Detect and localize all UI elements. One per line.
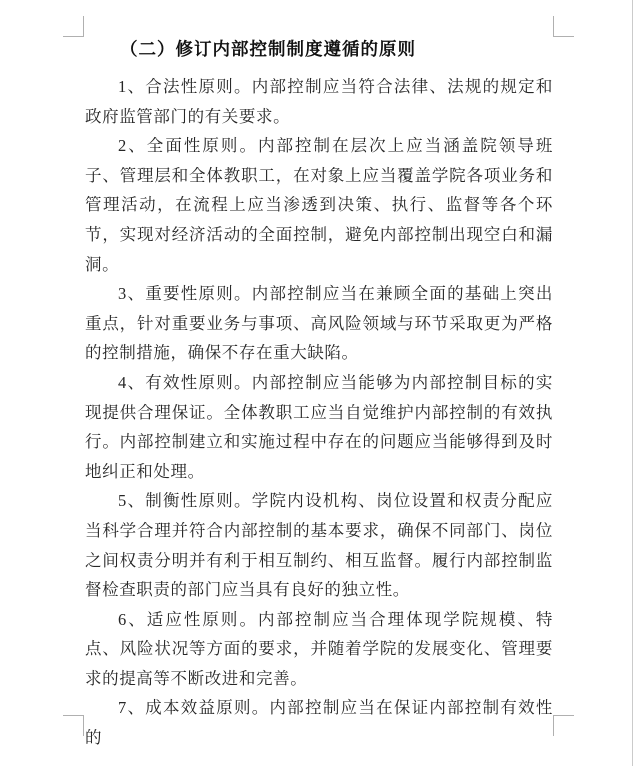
section-heading: （二）修订内部控制制度遵循的原则 (120, 39, 416, 59)
text-boundary-mark-bottom-right (553, 715, 574, 736)
paragraph-checks-and-balances-principle: 5、制衡性原则。学院内设机构、岗位设置和权责分配应当科学合理并符合内部控制的基本要求，确保不同部门、岗位之间权责分明并有利于相互制约、相互监督。履行内部控制监督检查职责的部门应当具有良好的独立性。 (85, 491, 553, 600)
document-content (85, 34, 553, 753)
paragraph-importance-principle: 3、重要性原则。内部控制应当在兼顾全面的基础上突出重点，针对重要业务与事项、高风险领域与环节采取更为严格的控制措施，确保不存在重大缺陷。 (85, 284, 553, 363)
text-boundary-mark-bottom-left (63, 715, 84, 736)
text-boundary-mark-top-left (63, 16, 84, 37)
paragraph-legality-principle: 1、合法性原则。内部控制应当符合法律、法规的规定和政府监管部门的有关要求。 (85, 77, 553, 126)
text-boundary-mark-top-right (553, 16, 574, 37)
paragraph-comprehensiveness-principle: 2、全面性原则。内部控制在层次上应当涵盖院领导班子、管理层和全体教职工，在对象上应当覆盖学院各项业务和管理活动，在流程上应当渗透到决策、执行、监督等各个环节，实现对经济活动的全面控制，避免内部控制出现空白和漏洞。 (85, 136, 553, 274)
paragraph-cost-benefit-principle: 7、成本效益原则。内部控制应当在保证内部控制有效性的 (85, 698, 553, 748)
paragraph-adaptability-principle: 6、适应性原则。内部控制应当合理体现学院规模、特点、风险状况等方面的要求，并随着学院的发展变化、管理要求的提高等不断改进和完善。 (85, 609, 553, 688)
page-right-edge (632, 0, 633, 766)
paragraph-effectiveness-principle: 4、有效性原则。内部控制应当能够为内部控制目标的实现提供合理保证。全体教职工应当自觉维护内部控制的有效执行。内部控制建立和实施过程中存在的问题应当能够得到及时地纠正和处理。 (85, 372, 553, 481)
